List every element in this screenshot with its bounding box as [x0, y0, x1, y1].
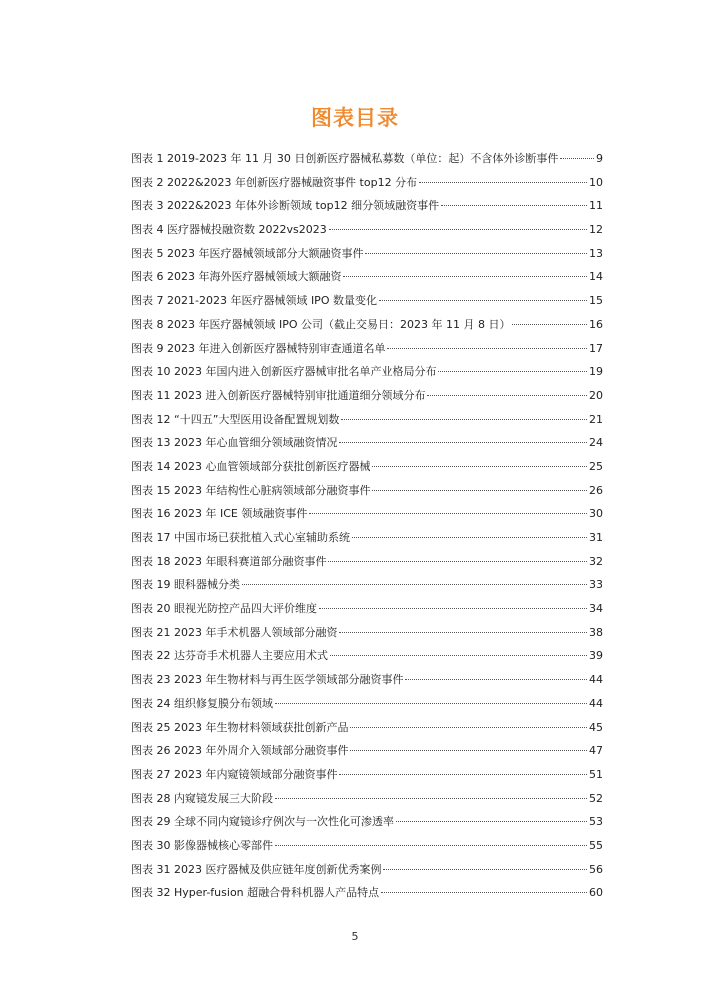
toc-entry-label: 图表 15 2023 年结构性心脏病领域部分融资事件 [131, 483, 371, 497]
toc-entry-page: 34 [589, 602, 603, 616]
toc-entry-page: 24 [589, 436, 603, 450]
toc-entry-label: 图表 4 医疗器械投融资数 2022vs2023 [131, 223, 327, 237]
toc-entry-label: 图表 17 中国市场已获批植入式心室辅助系统 [131, 531, 350, 544]
toc-entry-page: 38 [589, 625, 603, 639]
toc-entry[interactable] [131, 810, 603, 834]
toc-entry-label: 图表 20 眼视光防控产品四大评价维度 [131, 602, 317, 616]
toc-entry-page: 32 [589, 554, 603, 568]
toc-entry-page: 10 [589, 175, 603, 189]
toc-entry-label: 图表 2 2022&2023 年创新医疗器械融资事件 top12 分布 [131, 175, 418, 189]
toc-entry[interactable] [131, 881, 603, 905]
toc-leader-dots [328, 560, 587, 562]
toc-entry-label: 图表 31 2023 医疗器械及供应链年度创新优秀案例 [131, 862, 382, 876]
toc-entry[interactable] [131, 668, 603, 692]
toc-entry-label: 图表 1 2019-2023 年 11 月 30 日创新医疗器械私募数（单位：起）不含体外诊断事件 [131, 152, 559, 165]
toc-entry-page: 15 [589, 294, 603, 308]
toc-entry[interactable] [131, 858, 603, 882]
toc-leader-dots [438, 370, 587, 372]
toc-entry[interactable] [131, 360, 603, 384]
toc-entry-page: 44 [589, 696, 603, 710]
toc-entry[interactable] [131, 218, 603, 242]
toc-entry-label: 图表 30 影像器械核心零部件 [131, 838, 273, 852]
toc-leader-dots [405, 678, 587, 680]
toc-entry-label: 图表 28 内窥镜发展三大阶段 [131, 791, 273, 805]
toc-leader-dots [350, 749, 587, 751]
toc-leader-dots [381, 891, 587, 893]
page-number: 5 [351, 930, 359, 943]
toc-entry[interactable] [131, 313, 603, 337]
toc-leader-dots [339, 631, 587, 633]
toc-entry-label: 图表 22 达芬奇手术机器人主要应用术式 [131, 649, 328, 663]
toc-leader-dots [339, 441, 587, 443]
toc-leader-dots [365, 252, 587, 254]
toc-entry-page: 26 [589, 483, 603, 497]
toc-leader-dots [419, 181, 587, 183]
toc-entry-label: 图表 3 2022&2023 年体外诊断领域 top12 细分领域融资事件 [131, 199, 440, 213]
toc-entry[interactable] [131, 834, 603, 858]
toc-leader-dots [319, 607, 587, 609]
toc-leader-dots [427, 394, 587, 396]
toc-entry-page: 31 [589, 531, 603, 544]
toc-entry-page: 55 [589, 838, 603, 852]
toc-entry[interactable] [131, 739, 603, 763]
toc-entry[interactable] [131, 526, 603, 550]
toc-entry[interactable] [131, 502, 603, 526]
toc-entry-page: 19 [589, 365, 603, 379]
toc-leader-dots [275, 797, 587, 799]
toc-leader-dots [352, 536, 587, 538]
toc-entry[interactable] [131, 573, 603, 597]
page-title: 图表目录 [311, 106, 399, 130]
toc-entry[interactable] [131, 644, 603, 668]
toc-entry-label: 图表 8 2023 年医疗器械领域 IPO 公司（截止交易日：2023 年 11 月 8 日） [131, 317, 511, 331]
toc-entry-page: 44 [589, 673, 603, 687]
toc-leader-dots [387, 347, 587, 349]
toc-entry[interactable] [131, 621, 603, 645]
toc-entry-page: 51 [589, 767, 603, 781]
toc-entry-label: 图表 5 2023 年医疗器械领域部分大额融资事件 [131, 246, 364, 260]
toc-entry-label: 图表 25 2023 年生物材料领域获批创新产品 [131, 720, 349, 734]
toc-entry[interactable] [131, 787, 603, 811]
toc-leader-dots [343, 275, 587, 277]
toc-entry-page: 30 [589, 507, 603, 521]
toc-entry-label: 图表 19 眼科器械分类 [131, 578, 240, 592]
toc-leader-dots [396, 820, 587, 822]
toc-entry-label: 图表 24 组织修复膜分布领域 [131, 696, 273, 710]
toc-leader-dots [329, 228, 587, 230]
toc-entry-page: 39 [589, 649, 603, 663]
toc-leader-dots [309, 512, 587, 514]
toc-entry[interactable] [131, 431, 603, 455]
toc-entry-label: 图表 29 全球不同内窥镜诊疗例次与一次性化可渗透率 [131, 815, 394, 829]
toc-entry-label: 图表 7 2021-2023 年医疗器械领域 IPO 数量变化 [131, 294, 377, 308]
toc-leader-dots [560, 157, 594, 159]
toc-entry[interactable] [131, 763, 603, 787]
toc-entry-page: 53 [589, 815, 603, 829]
toc-entry-page: 17 [589, 341, 603, 355]
toc-leader-dots [330, 654, 587, 656]
toc-entry-label: 图表 23 2023 年生物材料与再生医学领域部分融资事件 [131, 673, 404, 687]
toc-entry[interactable] [131, 408, 603, 432]
toc-entry-page: 47 [589, 744, 603, 758]
toc-leader-dots [512, 323, 587, 325]
toc-entry-page: 11 [589, 199, 603, 213]
toc-entry-label: 图表 27 2023 年内窥镜领域部分融资事件 [131, 767, 338, 781]
toc-entry[interactable] [131, 692, 603, 716]
toc-leader-dots [341, 418, 587, 420]
toc-entry-page: 16 [589, 317, 603, 331]
toc-entry[interactable] [131, 194, 603, 218]
toc-entry[interactable] [131, 171, 603, 195]
toc-entry[interactable] [131, 289, 603, 313]
toc-entry-label: 图表 14 2023 心血管领域部分获批创新医疗器械 [131, 459, 371, 473]
toc-entry-label: 图表 12 “十四五”大型医用设备配置规划数 [131, 412, 340, 426]
toc-entry-page: 12 [589, 223, 603, 237]
toc-entry-page: 9 [596, 152, 603, 165]
toc-entry[interactable] [131, 455, 603, 479]
toc-list [131, 147, 603, 905]
toc-leader-dots [379, 299, 587, 301]
toc-entry-page: 13 [589, 246, 603, 260]
toc-entry[interactable] [131, 147, 603, 171]
toc-leader-dots [372, 489, 587, 491]
toc-entry-page: 25 [589, 459, 603, 473]
toc-entry-label: 图表 32 Hyper-fusion 超融合骨科机器人产品特点 [131, 886, 380, 900]
toc-entry-page: 52 [589, 791, 603, 805]
toc-entry-label: 图表 18 2023 年眼科赛道部分融资事件 [131, 554, 327, 568]
toc-entry[interactable] [131, 479, 603, 503]
toc-entry-page: 14 [589, 270, 603, 284]
toc-entry-label: 图表 6 2023 年海外医疗器械领域大额融资 [131, 270, 342, 284]
toc-entry[interactable] [131, 550, 603, 574]
toc-entry-label: 图表 9 2023 年进入创新医疗器械特别审查通道名单 [131, 341, 386, 355]
toc-entry-page: 45 [589, 720, 603, 734]
toc-entry[interactable] [131, 242, 603, 266]
toc-entry-label: 图表 16 2023 年 ICE 领域融资事件 [131, 507, 308, 521]
toc-entry-label: 图表 21 2023 年手术机器人领域部分融资 [131, 625, 338, 639]
toc-leader-dots [275, 702, 587, 704]
toc-entry-page: 56 [589, 862, 603, 876]
toc-entry-page: 20 [589, 388, 603, 402]
toc-leader-dots [372, 465, 587, 467]
toc-leader-dots [383, 868, 587, 870]
toc-entry[interactable] [131, 716, 603, 740]
toc-entry[interactable] [131, 597, 603, 621]
toc-entry-page: 33 [589, 578, 603, 592]
toc-leader-dots [275, 844, 587, 846]
toc-leader-dots [441, 204, 587, 206]
toc-entry[interactable] [131, 265, 603, 289]
toc-entry-label: 图表 10 2023 年国内进入创新医疗器械审批名单产业格局分布 [131, 365, 437, 379]
toc-entry[interactable] [131, 337, 603, 361]
toc-leader-dots [339, 773, 587, 775]
toc-leader-dots [242, 583, 587, 585]
toc-entry[interactable] [131, 384, 603, 408]
toc-entry-page: 21 [589, 412, 603, 426]
toc-leader-dots [350, 726, 587, 728]
toc-entry-label: 图表 26 2023 年外周介入领域部分融资事件 [131, 744, 349, 758]
toc-entry-label: 图表 11 2023 进入创新医疗器械特别审批通道细分领域分布 [131, 388, 426, 402]
toc-entry-label: 图表 13 2023 年心血管细分领域融资情况 [131, 436, 338, 450]
toc-entry-page: 60 [589, 886, 603, 900]
